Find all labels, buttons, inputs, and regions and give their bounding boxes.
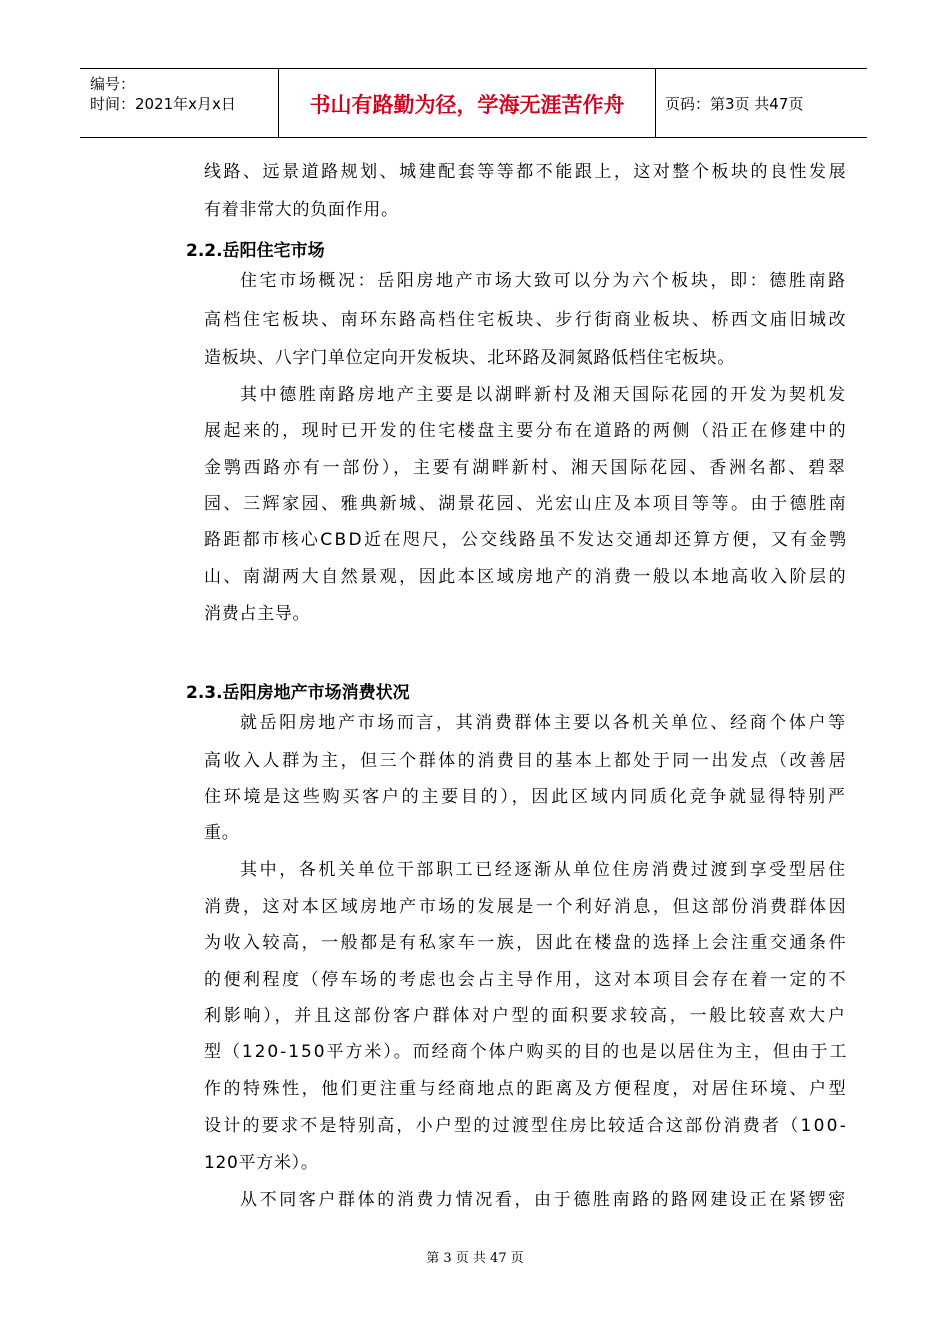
body-line: 园、三辉家园、雅典新城、湖景花园、光宏山庄及本项目等等。由于德胜南 (204, 494, 849, 514)
body-line: 作的特殊性，他们更注重与经商地点的距离及方便程度，对居住环境、户型 (204, 1079, 849, 1099)
body-line: 高收入人群为主，但三个群体的消费目的基本上都处于同一出发点（改善居 (204, 751, 849, 771)
body-line: 其中，各机关单位干部职工已经逐渐从单位住房消费过渡到享受型居住 (240, 860, 848, 880)
body-line: 住宅市场概况：岳阳房地产市场大致可以分为六个板块，即：德胜南路 (240, 271, 848, 291)
body-line: 山、南湖两大自然景观，因此本区域房地产的消费一般以本地高收入阶层的 (204, 567, 849, 587)
body-line: 从不同客户群体的消费力情况看，由于德胜南路的路网建设正在紧锣密 (240, 1190, 848, 1210)
body-line: 设计的要求不是特别高，小户型的过渡型住房比较适合这部份消费者（100- (204, 1116, 849, 1136)
body-line: 型（120-150平方米）。而经商个体户购买的目的也是以居住为主，但由于工 (204, 1042, 849, 1062)
body-line: 利影响），并且这部份客户群体对户型的面积要求较高，一般比较喜欢大户 (204, 1006, 848, 1026)
section-heading-2-2: 2.2.岳阳住宅市场 (186, 241, 325, 261)
body-line: 为收入较高，一般都是有私家车一族，因此在楼盘的选择上会注重交通条件 (204, 933, 849, 953)
body-line: 路距都市核心CBD近在咫尺，公交线路虽不发达交通却还算方便，又有金鹗 (204, 530, 849, 550)
body-line: 就岳阳房地产市场而言，其消费群体主要以各机关单位、经商个体户等 (240, 713, 848, 733)
header-page-label: 页码：第3页 共47页 (665, 95, 804, 113)
body-line: 消费，这对本区域房地产市场的发展是一个利好消息，但这部份消费群体因 (204, 897, 849, 917)
body-line: 线路、远景道路规划、城建配套等等都不能跟上，这对整个板块的良性发展 (204, 162, 849, 182)
body-line: 的便利程度（停车场的考虑也会占主导作用，这对本项目会存在着一定的不 (204, 970, 849, 990)
body-line: 120平方米）。 (204, 1153, 319, 1173)
body-line: 高档住宅板块、南环东路高档住宅板块、步行街商业板块、桥西文庙旧城改 (204, 310, 849, 330)
body-line: 重。 (204, 823, 240, 843)
section-heading-2-3: 2.3.岳阳房地产市场消费状况 (186, 683, 410, 703)
body-line: 消费占主导。 (204, 604, 311, 624)
body-line: 有着非常大的负面作用。 (204, 200, 399, 220)
body-line: 造板块、八字门单位定向开发板块、北环路及洞氮路低档住宅板块。 (204, 348, 735, 368)
body-line: 其中德胜南路房地产主要是以湖畔新村及湘天国际花园的开发为契机发 (240, 385, 848, 405)
header-motto: 书山有路勤为径，学海无涯苦作舟 (309, 93, 625, 117)
body-line: 展起来的，现时已开发的住宅楼盘主要分布在道路的两侧（沿正在修建中的 (204, 421, 849, 441)
document-number-label: 编号： (90, 75, 136, 93)
document-date-label: 时间：2021年x月x日 (90, 95, 236, 113)
body-line: 金鹗西路亦有一部份），主要有湖畔新村、湘天国际花园、香洲名都、碧翠 (204, 458, 848, 478)
body-line: 住环境是这些购买客户的主要目的），因此区域内同质化竞争就显得特别严 (204, 787, 848, 807)
page-footer: 第 3 页 共 47 页 (426, 1251, 524, 1266)
